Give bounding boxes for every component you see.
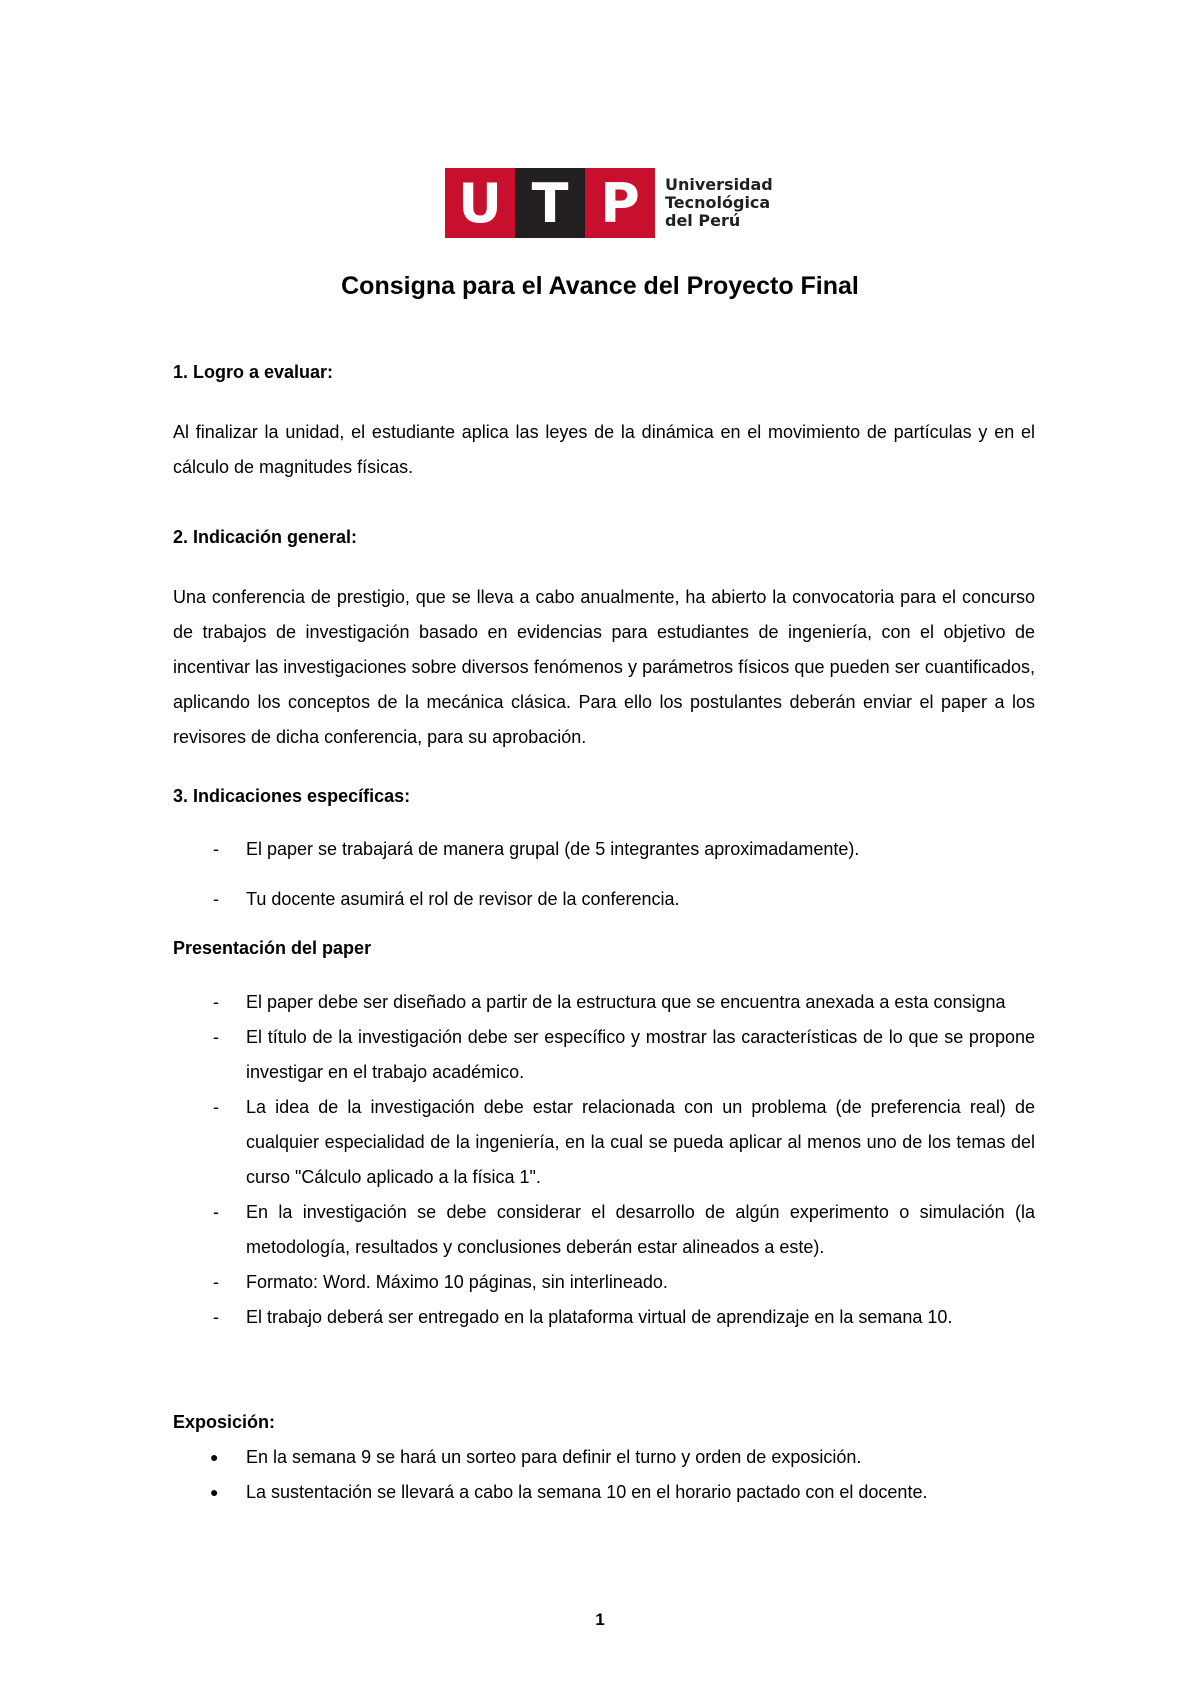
section-3-heading: 3. Indicaciones específicas: bbox=[173, 786, 411, 806]
list-item-text: Tu docente asumirá el rol de revisor de la conferencia. bbox=[246, 889, 680, 909]
dash-marker: - bbox=[213, 889, 219, 909]
list-item bbox=[173, 1090, 1035, 1195]
list-item bbox=[173, 1020, 1035, 1090]
list-item bbox=[173, 1300, 1035, 1335]
section-1-text: Al finalizar la unidad, el estudiante aplica las leyes de la dinámica en el movimiento de partículas y en el cálculo de magnitudes físicas. bbox=[173, 422, 1035, 477]
dash-marker: - bbox=[213, 1097, 219, 1117]
list-item bbox=[173, 832, 1035, 867]
dash-marker: - bbox=[213, 1272, 219, 1292]
page-number: 1 bbox=[595, 1610, 605, 1629]
presentacion-heading: Presentación del paper bbox=[173, 938, 372, 958]
dash-marker: - bbox=[213, 1202, 219, 1222]
section-2-text: Una conferencia de prestigio, que se lleva a cabo anualmente, ha abierto la convocatoria para el concurso de trabajos de investigación basado en evidencias para estudiantes de ingeniería, con el objetivo de incentivar las investigaciones sobre diversos fenómenos y parámetros físicos que pueden ser cuantificados, aplicando los conceptos de la mecánica clásica. Para ello los postulantes deberán enviar el paper a los revisores de dicha conferencia, para su aprobación. bbox=[173, 587, 1035, 747]
logo-letter-u: U bbox=[445, 168, 515, 238]
list-item bbox=[173, 985, 1035, 1020]
exposicion-list bbox=[173, 1440, 1035, 1510]
logo-text-line-2: Tecnológica bbox=[665, 193, 771, 212]
dash-marker: - bbox=[213, 1307, 219, 1327]
list-item-text: La idea de la investigación debe estar relacionada con un problema (de preferencia real) de cualquier especialidad de la ingeniería, en la cual se pueda aplicar al menos uno de los temas del curso "Cálculo aplicado a la física 1". bbox=[246, 1097, 1035, 1187]
list-item-text: El trabajo deberá ser entregado en la plataforma virtual de aprendizaje en la semana 10. bbox=[246, 1307, 953, 1327]
presentacion-list bbox=[173, 985, 1035, 1335]
list-item bbox=[173, 1440, 1035, 1475]
document-title: Consigna para el Avance del Proyecto Final bbox=[341, 272, 859, 300]
list-item-text: En la semana 9 se hará un sorteo para definir el turno y orden de exposición. bbox=[246, 1447, 862, 1467]
section-1-heading: 1. Logro a evaluar: bbox=[173, 362, 334, 382]
dash-marker: - bbox=[213, 992, 219, 1012]
list-item-text: En la investigación se debe considerar el desarrollo de algún experimento o simulación (la metodología, resultados y conclusiones deberán estar alineados a este). bbox=[246, 1202, 1035, 1257]
bullet-marker: ● bbox=[210, 1449, 219, 1465]
bullet-marker: ● bbox=[210, 1484, 219, 1500]
list-item-text: El paper debe ser diseñado a partir de la estructura que se encuentra anexada a esta consigna bbox=[246, 992, 1006, 1012]
list-item-text: La sustentación se llevará a cabo la semana 10 en el horario pactado con el docente. bbox=[246, 1482, 928, 1502]
section-2-heading: 2. Indicación general: bbox=[173, 527, 358, 547]
logo-text-line-1: Universidad bbox=[665, 175, 773, 194]
logo-letter-t: T bbox=[515, 168, 585, 238]
dash-marker: - bbox=[213, 1027, 219, 1047]
exposicion-heading: Exposición: bbox=[173, 1412, 276, 1432]
logo-text-line-3: del Perú bbox=[665, 211, 741, 230]
utp-logo bbox=[445, 168, 773, 238]
list-item-text: El paper se trabajará de manera grupal (de 5 integrantes aproximadamente). bbox=[246, 839, 860, 859]
list-item bbox=[173, 1265, 1035, 1300]
logo-letter-p: P bbox=[585, 168, 655, 238]
section-3-list bbox=[173, 832, 1035, 932]
list-item bbox=[173, 1475, 1035, 1510]
logo-university-name bbox=[665, 176, 773, 230]
list-item bbox=[173, 1195, 1035, 1265]
list-item-text: Formato: Word. Máximo 10 páginas, sin interlineado. bbox=[246, 1272, 668, 1292]
dash-marker: - bbox=[213, 839, 219, 859]
list-item bbox=[173, 882, 1035, 917]
list-item-text: El título de la investigación debe ser específico y mostrar las características de lo que se propone investigar en el trabajo académico. bbox=[246, 1027, 1035, 1082]
